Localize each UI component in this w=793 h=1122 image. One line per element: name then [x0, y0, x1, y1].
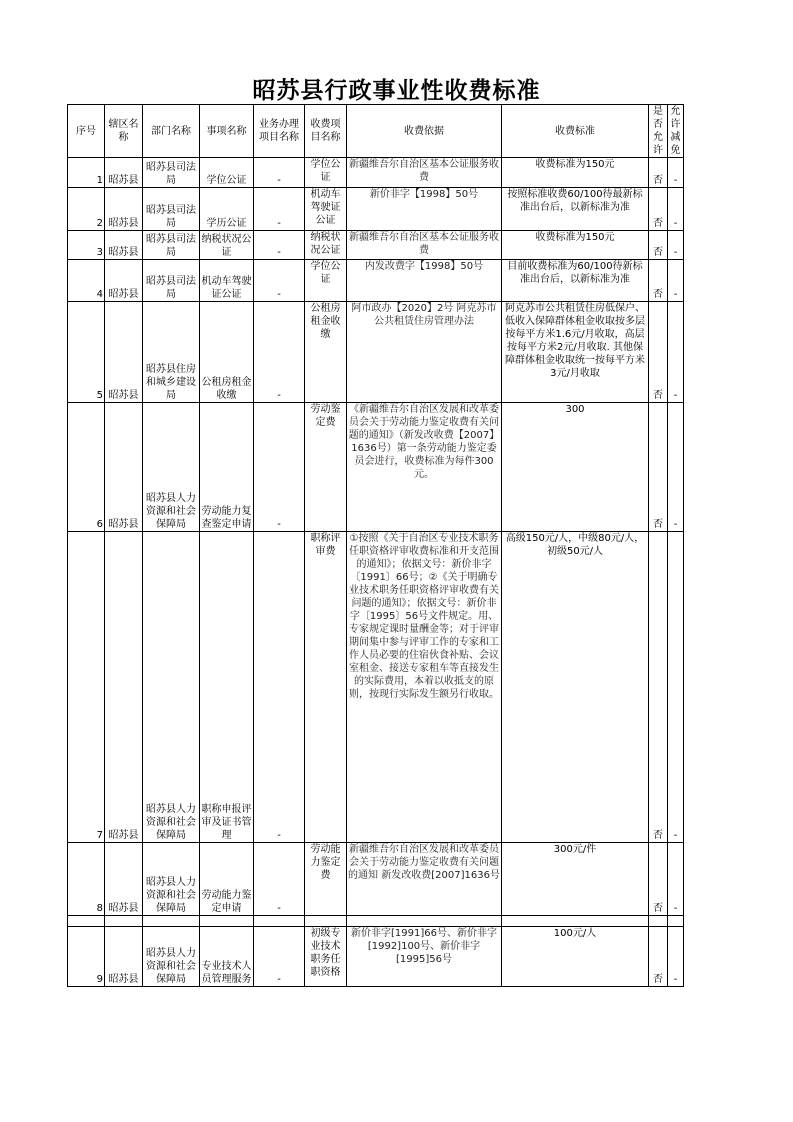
standard-cell: 高级150元/人，中级80元/人，初级50元/人: [502, 532, 649, 843]
table-row: [68, 403, 684, 532]
dept-cell: 昭苏县司法局: [143, 260, 200, 302]
header-cell: 收费依据: [347, 105, 502, 158]
fee-item-cell: 公租房租金收缴: [305, 302, 347, 403]
area-cell: 昭苏县: [105, 158, 143, 188]
fee-item-cell: 纳税状况公证: [305, 231, 347, 260]
area-cell: 昭苏县: [105, 231, 143, 260]
dept-cell: 昭苏县人力资源和社会保障局: [143, 403, 200, 532]
allowed-cell: 否: [649, 532, 668, 843]
area-cell: 昭苏县: [105, 188, 143, 231]
reduce-cell: -: [668, 260, 684, 302]
allowed-cell: 否: [649, 843, 668, 916]
row-number: 5: [68, 302, 105, 403]
area-cell: 昭苏县: [105, 843, 143, 916]
header-cell: 辖区名称: [105, 105, 143, 158]
table-row: [68, 532, 684, 843]
standard-cell: 收费标准为150元: [502, 231, 649, 260]
biz-cell: -: [254, 260, 305, 302]
allowed-cell: 否: [649, 158, 668, 188]
dept-cell: 昭苏县司法局: [143, 231, 200, 260]
area-cell: 昭苏县: [105, 927, 143, 987]
table-row: [68, 843, 684, 916]
area-cell: 昭苏县: [105, 260, 143, 302]
table-row: [68, 158, 684, 188]
biz-cell: -: [254, 927, 305, 987]
row-number: 8: [68, 843, 105, 916]
biz-cell: -: [254, 231, 305, 260]
standard-cell: 300元/件: [502, 843, 649, 916]
row-number: 1: [68, 158, 105, 188]
allowed-cell: 否: [649, 927, 668, 987]
fee-item-cell: 机动车驾驶证公证: [305, 188, 347, 231]
item-cell: 职称申报评审及证书管理: [200, 532, 254, 843]
biz-cell: -: [254, 403, 305, 532]
basis-cell: 新疆维吾尔自治区基本公证服务收费: [347, 158, 502, 188]
item-cell: 学历公证: [200, 188, 254, 231]
basis-cell: 内发改费字【1998】50号: [347, 260, 502, 302]
dept-cell: 昭苏县人力资源和社会保障局: [143, 927, 200, 987]
biz-cell: -: [254, 302, 305, 403]
dept-cell: 昭苏县司法局: [143, 158, 200, 188]
table-row: [68, 927, 684, 987]
table-row: [68, 260, 684, 302]
fee-item-cell: 学位公证: [305, 158, 347, 188]
basis-cell: ①按照《关于自治区专业技术职务任职资格评审收费标准和开支范围的通知》；依据文号：新价非字〔1991〕66号；②《关于明确专业技术职务任职资格评审收费有关问题的通知》；依据文号：新价非字〔1995〕56号文件规定。用、专家规定课时量酬金等；对于评审期间集中参与评审工作的专家和工作人员必要的住宿伙食补贴、会议室租金、接送专家租车等直接发生的实际费用，本着以收抵支的原则，按现行实际发生额另行收取。: [347, 532, 502, 843]
header-cell: 序号: [68, 105, 105, 158]
biz-cell: -: [254, 188, 305, 231]
basis-cell: 《新疆维吾尔自治区发展和改革委员会关于劳动能力鉴定收费有关问题的通知》（新发改收费【2007】1636号）第一条劳动能力鉴定委员会进行，收费标准为每件300元。: [347, 403, 502, 532]
fee-item-cell: 学位公证: [305, 260, 347, 302]
dept-cell: 昭苏县人力资源和社会保障局: [143, 532, 200, 843]
allowed-cell: 否: [649, 188, 668, 231]
basis-cell: 新疆维吾尔自治区基本公证服务收费: [347, 231, 502, 260]
reduce-cell: -: [668, 843, 684, 916]
biz-cell: -: [254, 158, 305, 188]
biz-cell: -: [254, 532, 305, 843]
biz-cell: -: [254, 843, 305, 916]
row-number: 6: [68, 403, 105, 532]
item-cell: 纳税状况公证: [200, 231, 254, 260]
dept-cell: 昭苏县人力资源和社会保障局: [143, 843, 200, 916]
header-cell: 事项名称: [200, 105, 254, 158]
fee-item-cell: 职称评审费: [305, 532, 347, 843]
row-number: 3: [68, 231, 105, 260]
row-number: 9: [68, 927, 105, 987]
table-row: [68, 302, 684, 403]
standard-cell: 100元/人: [502, 927, 649, 987]
reduce-cell: -: [668, 302, 684, 403]
reduce-cell: -: [668, 231, 684, 260]
reduce-cell: -: [668, 532, 684, 843]
basis-cell: 新疆维吾尔自治区发展和改革委员会关于劳动能力鉴定收费有关问题的通知 新发改收费[2007]1636号: [347, 843, 502, 916]
fee-standard-table: [67, 104, 684, 987]
item-cell: 劳动能力复查鉴定申请: [200, 403, 254, 532]
table-row: [68, 188, 684, 231]
basis-cell: 新价非字[1991]66号、新价非字[1992]100号、新价非字[1995]56号: [347, 927, 502, 987]
reduce-cell: -: [668, 403, 684, 532]
header-cell: 允许减免: [668, 105, 684, 158]
standard-cell: 阿克苏市公共租赁住房低保户、低收入保障群体租金收取按多层按每平方米1.6元/月收取，高层按每平方米2元/月收取. 其他保障群体租金收取统一按每平方米3元/月收取: [502, 302, 649, 403]
allowed-cell: 否: [649, 260, 668, 302]
standard-cell: 目前收费标准为60/100待新标准出台后，以新标准为准: [502, 260, 649, 302]
item-cell: 专业技术人员管理服务: [200, 927, 254, 987]
allowed-cell: 否: [649, 302, 668, 403]
area-cell: 昭苏县: [105, 302, 143, 403]
standard-cell: 300: [502, 403, 649, 532]
header-row: [68, 105, 684, 158]
allowed-cell: 否: [649, 231, 668, 260]
area-cell: 昭苏县: [105, 532, 143, 843]
header-cell: 收费标准: [502, 105, 649, 158]
reduce-cell: -: [668, 158, 684, 188]
table-row: [68, 231, 684, 260]
row-number: 4: [68, 260, 105, 302]
spacer-row: [68, 916, 684, 927]
header-cell: 部门名称: [143, 105, 200, 158]
header-cell: 业务办理项目名称: [254, 105, 305, 158]
item-cell: 机动车驾驶证公证: [200, 260, 254, 302]
row-number: 2: [68, 188, 105, 231]
fee-item-cell: 劳动能力鉴定费: [305, 843, 347, 916]
header-cell: 收费项目名称: [305, 105, 347, 158]
dept-cell: 昭苏县司法局: [143, 188, 200, 231]
fee-item-cell: 初级专业技术职务任职资格: [305, 927, 347, 987]
reduce-cell: -: [668, 927, 684, 987]
standard-cell: 按照标准收费60/100待最新标准出台后，以新标准为准: [502, 188, 649, 231]
item-cell: 劳动能力鉴定申请: [200, 843, 254, 916]
page-title: 昭苏县行政事业性收费标准: [252, 78, 541, 104]
reduce-cell: -: [668, 188, 684, 231]
area-cell: 昭苏县: [105, 403, 143, 532]
dept-cell: 昭苏县住房和城乡建设局: [143, 302, 200, 403]
row-number: 7: [68, 532, 105, 843]
allowed-cell: 否: [649, 403, 668, 532]
basis-cell: 新价非字【1998】50号: [347, 188, 502, 231]
fee-item-cell: 劳动鉴定费: [305, 403, 347, 532]
standard-cell: 收费标准为150元: [502, 158, 649, 188]
item-cell: 学位公证: [200, 158, 254, 188]
header-cell: 是否允许: [649, 105, 668, 158]
item-cell: 公租房租金收缴: [200, 302, 254, 403]
basis-cell: 阿市政办【2020】2号 阿克苏市公共租赁住房管理办法: [347, 302, 502, 403]
